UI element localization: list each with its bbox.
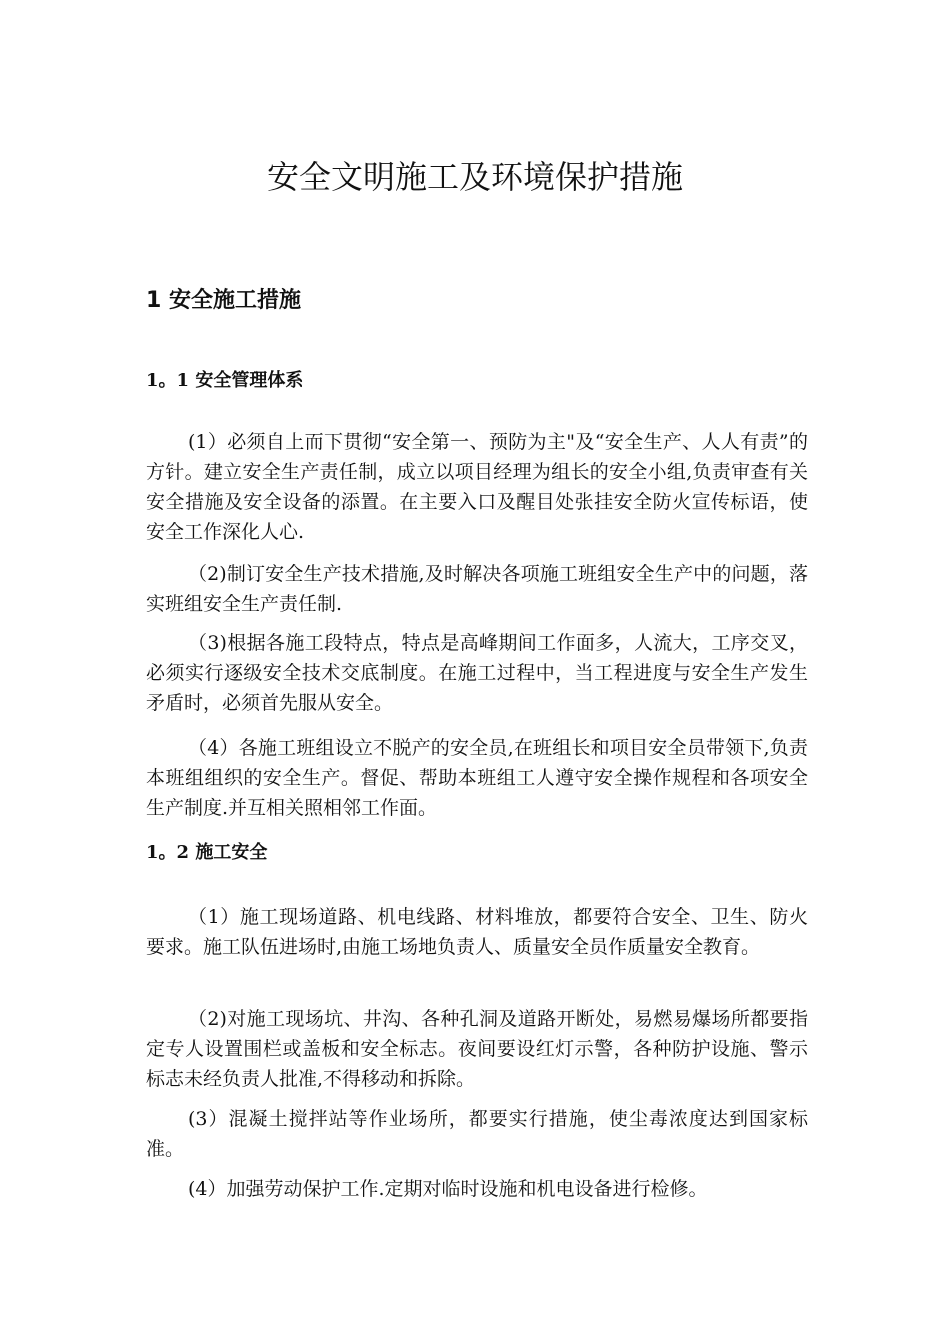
paragraph-1-1-2: （2)制订安全生产技术措施,及时解决各项施工班组安全生产中的问题，落实班组安全生产责任制. — [146, 563, 808, 615]
paragraph-1-2-2: （2)对施工现场坑、井沟、各种孔洞及道路开断处，易燃易爆场所都要指定专人设置围栏或盖板和安全标志。夜间要设红灯示警，各种防护设施、警示标志未经负责人批准,不得移动和拆除。 — [146, 1008, 808, 1090]
paragraph-1-2-4: (4）加强劳动保护工作.定期对临时设施和机电设备进行检修。 — [188, 1178, 708, 1200]
subsection-1-1-heading: 1。1 安全管理体系 — [146, 370, 304, 391]
paragraph-1-2-1: （1）施工现场道路、机电线路、材料堆放，都要符合安全、卫生、防火要求。施工队伍进场时,由施工场地负责人、质量安全员作质量安全教育。 — [146, 906, 808, 958]
document-title: 安全文明施工及环境保护措施 — [266, 158, 683, 196]
subsection-1-2-heading: 1。2 施工安全 — [146, 842, 268, 863]
section-1-heading: 1 安全施工措施 — [146, 288, 301, 313]
paragraph-1-1-3: （3)根据各施工段特点，特点是高峰期间工作面多，人流大，工序交叉，必须实行逐级安全技术交底制度。在施工过程中，当工程进度与安全生产发生矛盾时，必须首先服从安全。 — [146, 632, 808, 714]
paragraph-1-1-1: (1）必须自上而下贯彻“安全第一、预防为主"及“安全生产、人人有责”的方针。建立安全生产责任制，成立以项目经理为组长的安全小组,负责审查有关安全措施及安全设备的添置。在主要入口及醒目处张挂安全防火宣传标语，使安全工作深化人心. — [146, 431, 808, 543]
paragraph-1-1-4: （4）各施工班组设立不脱产的安全员,在班组长和项目安全员带领下,负责本班组组织的安全生产。督促、帮助本班组工人遵守安全操作规程和各项安全生产制度.并互相关照相邻工作面。 — [146, 737, 808, 819]
paragraph-1-2-3: (3）混凝土搅拌站等作业场所，都要实行措施，使尘毒浓度达到国家标准。 — [146, 1108, 808, 1160]
